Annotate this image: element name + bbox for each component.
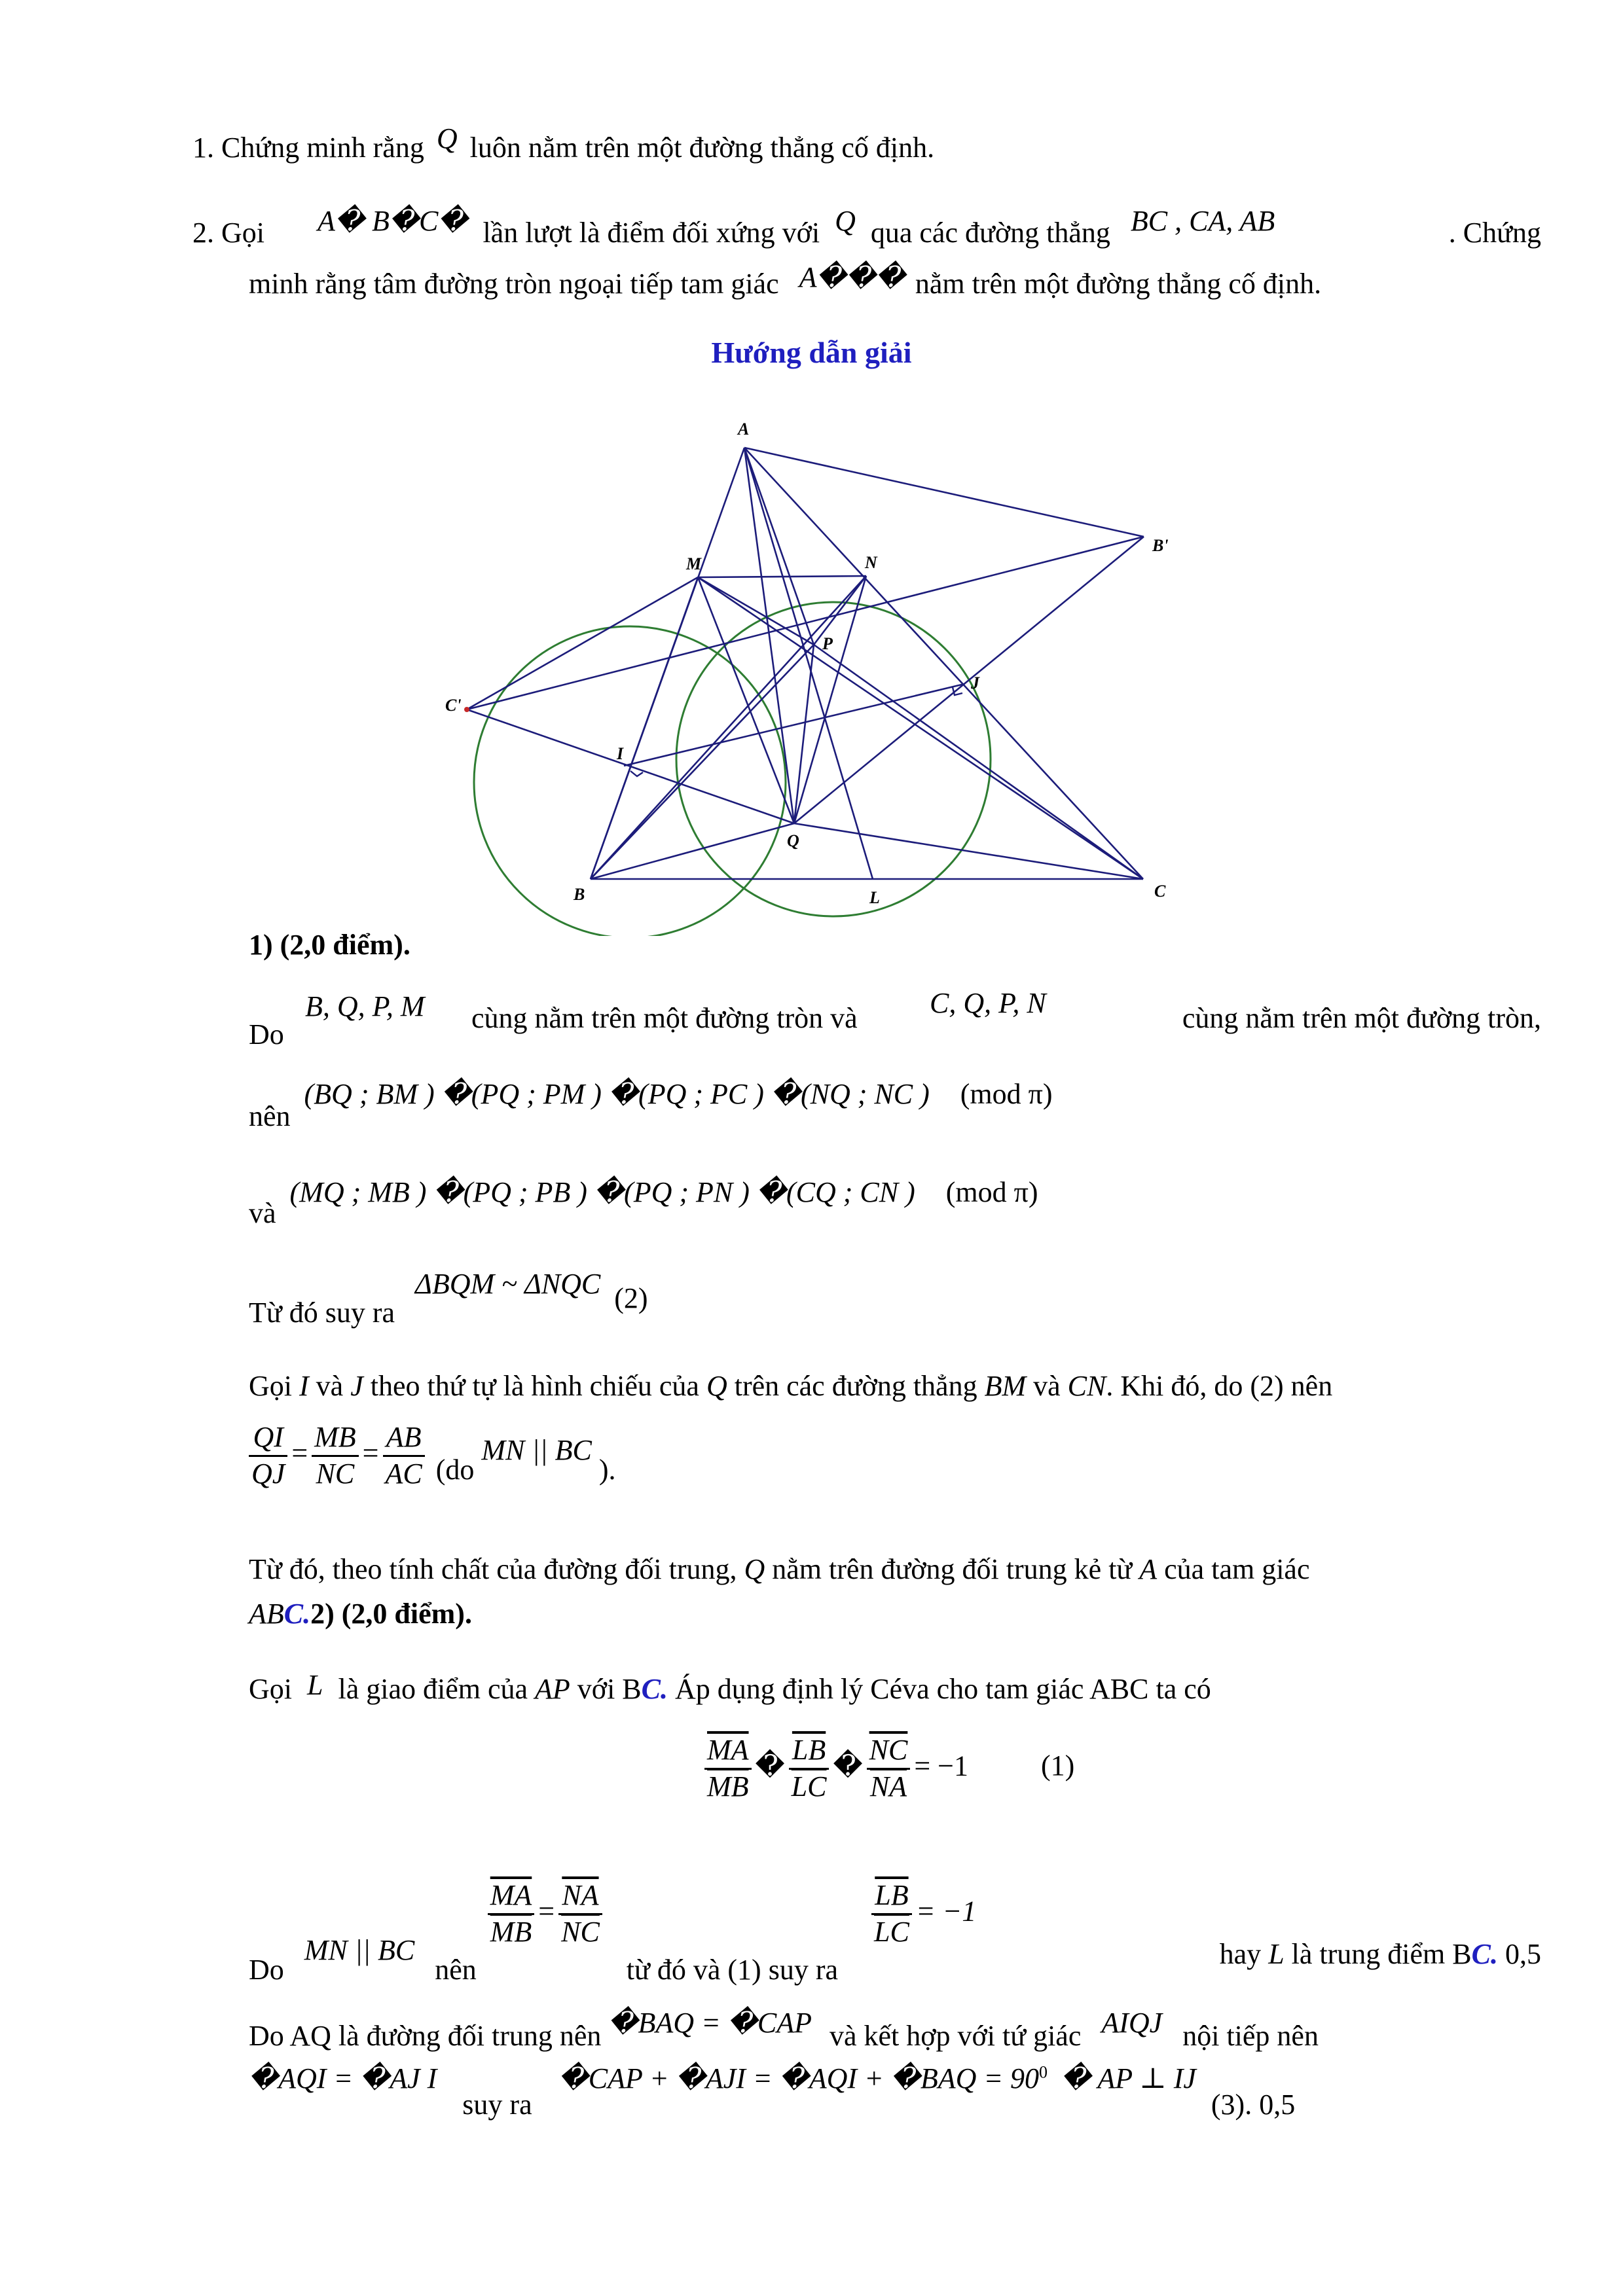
label-a: A [738,420,750,439]
tudo2-a-var: A [1139,1553,1158,1585]
line-cprime-bline [467,577,698,709]
ceva-frac-ma-mb [704,1733,752,1804]
geometry-figure [445,412,1224,936]
line-bn [591,576,866,879]
line-mp [698,577,814,645]
similarity-ref: (2) [614,1282,648,1314]
do-set1: B, Q, P, M [305,990,425,1022]
do-mid: cùng nằm trên một đường tròn và [471,1002,858,1034]
item2-q: Q [835,205,856,237]
line-al [744,448,873,879]
do-mn-mb: MB [490,1915,532,1948]
line-aq [744,448,794,823]
tudo2-c: của tam giác [1164,1553,1310,1585]
label-cprime: C' [445,696,462,715]
nen-line [249,1078,1053,1134]
item2-f: nằm trên một đường thẳng cố định. [915,268,1322,300]
label-c: C [1154,882,1166,901]
goi-ij-i: I [299,1370,309,1402]
goi-ij-q: Q [706,1370,727,1402]
do-mn-a: Do [249,1954,284,1986]
goi-ij-c: theo thứ tự là hình chiếu của [370,1370,699,1402]
goi-ij-line [249,1369,1332,1404]
do-mn-rhs: = −1 [915,1895,977,1928]
do-mn-lc: LC [874,1915,909,1948]
tudo2-a: Từ đó, theo tính chất của đường đối trung, [249,1553,737,1585]
do-mn-ma: $\overline{MA}$ [488,1878,535,1915]
frac-mb-nc [312,1420,359,1492]
item1-text: 1. Chứng minh rằng [192,132,424,164]
goi-ij-d: trên các đường thẳng [734,1370,977,1402]
aq-a: Do AQ là đường đối trung nên [249,2020,602,2052]
mod2: (mod π) [945,1176,1038,1208]
label-b: B [574,885,585,904]
goi-l-var: L [307,1669,323,1701]
do-mn-lb: $\overline{LB}$ [871,1878,912,1915]
last-eq3: � AP ⊥ IJ [1061,2062,1196,2094]
ceva-frac-lb-lc [789,1733,830,1804]
label-q: Q [787,831,799,850]
eq-sign-2: = [362,1437,379,1469]
goi-l-b: là giao điểm của [338,1673,528,1705]
last-sup: 0 [1039,2062,1048,2082]
do-end: cùng nằm trên một đường tròn, [1182,1002,1541,1034]
line-cq [794,823,1143,879]
aq-eq: �BAQ = �CAP [608,2007,812,2039]
do-mn-c: từ đó và (1) suy ra [626,1954,839,1986]
ceva-nc: $\overline{NC}$ [867,1733,911,1770]
frac-ab-ac [383,1420,425,1492]
frac-ab: AB [383,1420,425,1457]
last-eq2: �CAP + �AJI = �AQI + �BAQ = 90 [558,2062,1040,2094]
label-p: P [822,634,833,653]
line-bprime-q [794,537,1144,823]
do-set2: C, Q, P, N [930,987,1046,1019]
do-mn-b-var: B [1452,1938,1472,1970]
label-i: I [617,744,624,763]
frac-qi: QI [249,1420,287,1457]
similarity: ΔBQM ~ ΔNQC [415,1268,601,1300]
label-bprime: B' [1152,536,1169,555]
eq2: (MQ ; MB ) �(PQ ; PB ) �(PQ ; PN ) �(CQ ; CN ) [289,1176,915,1208]
item1-rest: luôn nằm trên một đường thẳng cố định. [469,132,935,164]
frac-nc: NC [316,1457,355,1490]
problem-item-2-cont [249,261,1322,302]
ceva-equation [701,1733,1074,1804]
goi-ij-f: . Khi đó, do (2) nên [1106,1370,1333,1402]
eq-sign-1: = [291,1437,308,1469]
part1-title [249,928,410,963]
goi-ij-cn: CN [1067,1370,1106,1402]
ceva-ref: (1) [1040,1749,1075,1782]
last-b: suy ra [462,2089,532,2121]
do-mn-c-var: C. [1471,1938,1498,1970]
item2-a: 2. Gọi [192,217,264,249]
do-mn-par: MN || BC [304,1934,415,1967]
item2-b: lần lượt là điểm đối xứng với [483,217,820,249]
aq-c: nội tiếp nên [1182,2020,1319,2052]
frac-ac: AC [385,1457,422,1490]
do-mn-b: nên [435,1954,477,1986]
goi-ij-e: và [1033,1370,1061,1402]
problem-item-2 [192,205,1541,251]
line-cprime-bprime [467,537,1144,709]
do-mn-d: hay [1219,1938,1262,1970]
ceva-lc: LC [791,1770,827,1803]
label-l: L [869,888,880,907]
abc-ab: AB [249,1598,284,1630]
label-m: M [686,554,702,573]
do-mn-eq: = [538,1895,555,1928]
ceva-dot-2: � [833,1749,863,1782]
item2-c: qua các đường thẳng [870,217,1110,249]
item1-var: Q [436,122,458,154]
ceva-rhs: = −1 [914,1749,968,1782]
aq-b: và kết hợp với tứ giác [829,2020,1082,2052]
label-n: N [865,553,877,572]
va-line [249,1176,1038,1231]
line-bm-ext [591,577,698,879]
tudo2-q: Q [744,1553,765,1585]
line-ab-prime [744,448,1144,537]
part1-title-text: 1) (2,0 điểm). [249,929,410,961]
tudo2-b: nằm trên đường đối trung kẻ từ [772,1553,1133,1585]
do-par-a: (do [435,1454,475,1486]
circle-cqpn [676,602,991,916]
last-ref: (3). 0,5 [1211,2089,1296,2121]
frac-qj: QJ [251,1457,285,1490]
ceva-ma: $\overline{MA}$ [704,1733,752,1770]
label-j: J [971,673,979,692]
do-mn-frac-lb-lc [871,1878,912,1950]
do-mn-line [249,1878,1541,1986]
frac-qi-qj [249,1420,287,1492]
goi-l-b-var: B [622,1673,642,1705]
item2-d: . Chứng [1448,217,1541,249]
item2-tri: A��� [799,261,905,293]
aq-quad: AIQJ [1101,2007,1163,2039]
item2-lines: BC , CA, AB [1130,205,1275,237]
do-mn-frac-ma-mb [488,1878,535,1950]
goi-l-c: với [577,1673,615,1705]
ceva-dot-1: � [755,1749,785,1782]
nen-text: nên [249,1100,291,1132]
do-mn-na: $\overline{NA}$ [558,1878,602,1915]
point-cprime-dot [464,707,469,712]
aq-line [249,2007,1319,2054]
goi-ij-j: J [350,1370,363,1402]
do-par-c: ). [598,1454,616,1486]
ceva-lb: $\overline{LB}$ [789,1733,830,1770]
do-par-b: MN || BC [481,1434,592,1467]
line-cm [698,577,1143,879]
last-line [249,2062,1296,2121]
line-bq [591,823,794,879]
ceva-frac-nc-na [867,1733,911,1804]
frac-mb: MB [312,1420,359,1457]
solution-heading: Hướng dẫn giải [711,336,912,369]
goi-ij-bm: BM [984,1370,1027,1402]
tudo2-line [249,1552,1309,1587]
do-mn-frac-na-nc [558,1878,602,1950]
tudo-text: Từ đó suy ra [249,1297,395,1329]
goi-l-c-var: C. [641,1673,668,1705]
do-mn-l: L [1268,1938,1285,1970]
problem-item-1 [192,122,935,166]
goi-l-a: Gọi [249,1673,292,1705]
ceva-mb: MB [707,1770,749,1803]
mod1: (mod π) [960,1078,1053,1110]
item2-points: A� B�C� [318,205,468,237]
right-angle-i [630,771,643,776]
do-mn-e: là trung điểm [1291,1938,1446,1970]
goi-l-d: Áp dụng định lý Céva cho tam giác ABC ta có [675,1673,1211,1705]
goi-ij-a: Gọi [249,1370,292,1402]
do-pre: Do [249,1018,284,1050]
va-text: và [249,1197,276,1229]
circle-bqpm [474,626,786,936]
goi-l-line [249,1669,1211,1707]
do-mn-tail [1220,1937,1541,1972]
goi-ij-b: và [316,1370,344,1402]
goi-l-ap: AP [535,1673,570,1705]
do-mn-score: 0,5 [1505,1938,1541,1970]
abc-c: C. [283,1598,311,1630]
abc-part2-line [249,1597,472,1632]
ratio-line [249,1420,615,1492]
line-mq [698,577,794,823]
last-eq1: �AQI = �AJ I [249,2062,437,2094]
item2-e: minh rằng tâm đường tròn ngoại tiếp tam giác [249,268,779,300]
do-mn-nc: NC [561,1915,600,1948]
line-pq [794,645,814,823]
tudo-line [249,1268,648,1331]
ceva-na: NA [869,1770,907,1803]
line-nq [794,576,866,823]
part2-title: 2) (2,0 điểm). [310,1598,472,1630]
eq1: (BQ ; BM ) �(PQ ; PM ) �(PQ ; PC ) �(NQ ; NC ) [304,1078,930,1110]
